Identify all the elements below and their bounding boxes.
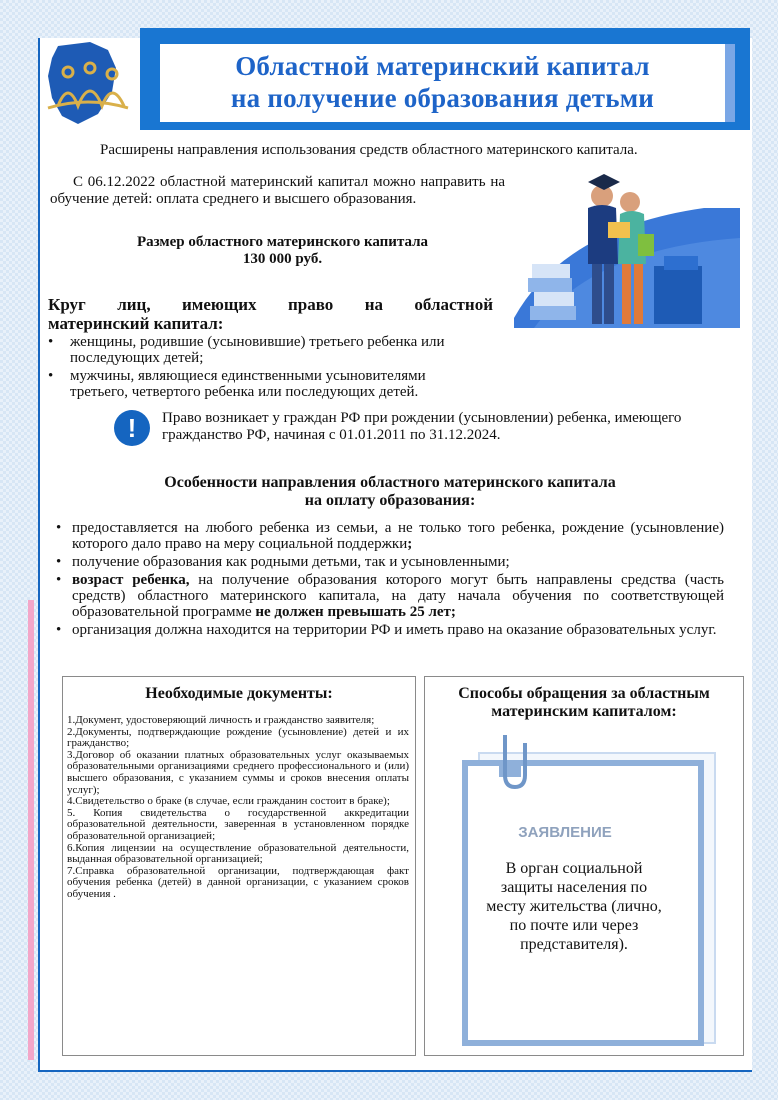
list-item — [56, 520, 724, 552]
eligible-list — [48, 334, 478, 402]
list-item: 3.Договор об оказании платных образовательных услуг оказываемых образовательными организациями среднего профессионального и (или) высшего образования, с указанием суммы и сроков внесения оплаты услуг); — [67, 748, 409, 796]
education-paragraph: С 06.12.2022 областной материнский капитал можно направить на обучение детей: оплата среднего и высшего образования. — [50, 174, 505, 207]
list-item: 1.Документ, удостоверяющий личность и гражданство заявителя; — [67, 714, 375, 726]
exclamation-icon: ! — [114, 410, 150, 446]
eligible-title-line-2: материнский капитал: — [48, 314, 224, 333]
capital-amount: 130 000 руб. — [242, 251, 323, 267]
capital-size-label: Размер областного материнского капитала — [136, 234, 429, 250]
documents-list — [67, 715, 409, 901]
list-item: • женщины, родившие (усыновившие) третьего ребенка или последующих детей; — [48, 334, 478, 366]
form-label: ЗАЯВЛЕНИЕ — [518, 824, 612, 841]
features-list — [56, 520, 724, 640]
feature-text: предоставляется на любого ребенка из семьи, а не только того ребенка, рождение (усыновление) которого дало право на меру социальной поддержки — [72, 520, 724, 552]
features-title-line-2: на оплату образования: — [304, 492, 476, 509]
features-title-line-1: Особенности направления областного материнского капитала — [164, 474, 616, 491]
decorative-strip — [28, 600, 34, 1060]
page-title — [160, 50, 725, 114]
application-text: В орган социальной защиты населения по месту жительства (лично, по почте или через представителя). — [486, 860, 662, 953]
list-item: • организация должна находится на территории РФ и иметь право на оказание образовательных услуг. — [56, 622, 724, 638]
list-item: 6.Копия лицензии на осуществление образовательной деятельности, выданная образовательной организацией; — [67, 841, 409, 866]
feature-end: ; — [407, 536, 413, 552]
feature-bold: возраст ребенка, — [72, 572, 190, 588]
notice-text: Право возникает у граждан РФ при рождении (усыновлении) ребенка, имеющего гражданство РФ, начиная с 01.01.2011 по 31.12.2024. — [162, 410, 682, 443]
documents-box — [62, 676, 416, 1056]
students-illustration — [504, 168, 744, 338]
title-line-2: на получение образования детьми — [230, 83, 655, 113]
documents-title: Необходимые документы: — [145, 685, 333, 702]
region-logo — [38, 40, 138, 128]
features-title — [100, 474, 680, 510]
list-item: 4.Свидетельство о браке (в случае, если гражданин состоит в браке); — [67, 795, 390, 808]
list-item: • мужчины, являющиеся единственными усыновителями третьего, четвертого ребенка или последующих детей. — [48, 368, 478, 400]
feature-bold-end: не должен превышать 25 лет; — [255, 604, 456, 620]
feature-text: на получение образования которого могут быть направлены средства (часть средств) областного материнского капитала, на дату начала обучения по соответствующей образовательной программе — [72, 572, 724, 620]
application-box — [424, 676, 744, 1056]
list-item: 7.Справка образовательной организации, подтверждающая факт обучения ребенка (детей) в данной организации, с указанием сроков обучения . — [67, 864, 409, 900]
intro-text: Расширены направления использования средств областного материнского капитала. — [100, 142, 638, 158]
application-title: Способы обращения за областным материнским капиталом: — [458, 685, 710, 720]
title-panel — [160, 44, 735, 122]
title-line-1: Областной материнский капитал — [235, 51, 650, 81]
capital-size — [100, 234, 465, 268]
list-item — [56, 572, 724, 620]
list-item: 2.Документы, подтверждающие рождение (усыновление) детей и их гражданство; — [67, 725, 409, 750]
list-item: • получение образования как родными детьми, так и усыновленными; — [56, 554, 724, 570]
eligible-title-line-1: Круг лиц, имеющих право на областной — [48, 295, 493, 314]
list-item: 5. Копия свидетельства о государственной аккредитации образовательной деятельности, заверенная в установленном порядке образовательной организацией; — [67, 806, 409, 842]
